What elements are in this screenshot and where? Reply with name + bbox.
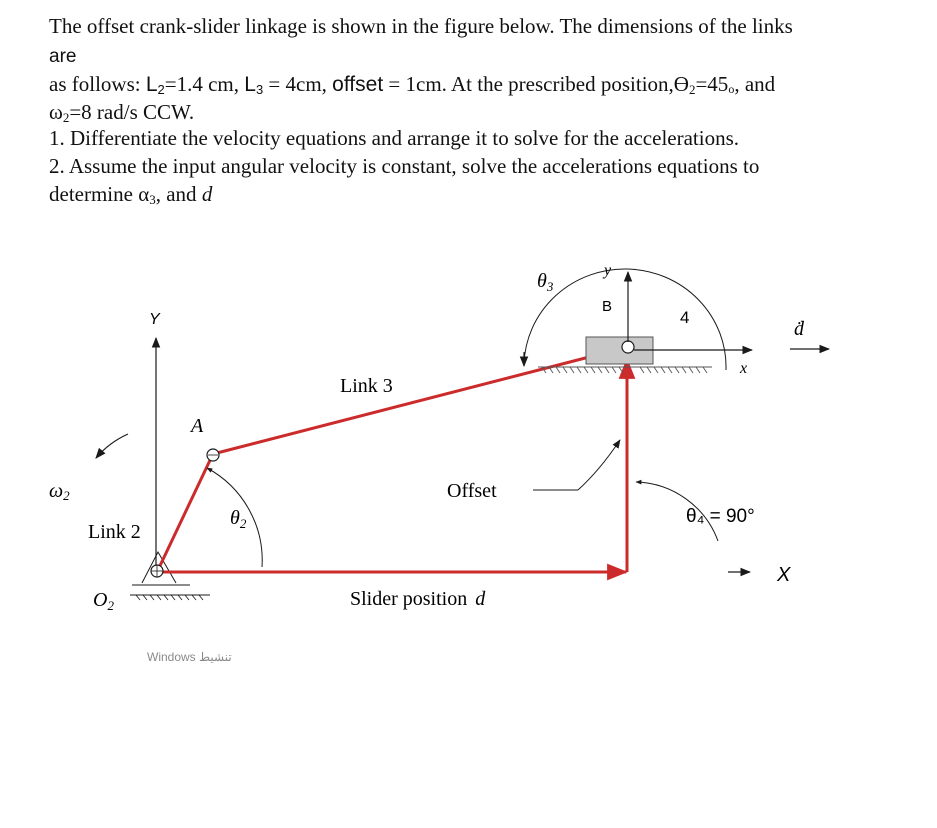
pin-b xyxy=(622,341,634,353)
d-dot-label: ḋ xyxy=(794,318,804,340)
link2-label: Link 2 xyxy=(88,521,141,543)
problem-line-3: as follows: $L_2=1.4$ cm, $L_3 = 4cm$, offset = 1cm. At the prescribed $position,ϴ_2=45o$, and xyxy=(49,72,776,97)
slider-position-label: Slider position d xyxy=(350,588,486,610)
omega2-label: ω2 xyxy=(49,480,70,503)
problem-line-2: are xyxy=(49,46,77,67)
offset-leader-arrow xyxy=(578,440,620,490)
link3-label: Link 3 xyxy=(340,375,393,397)
problem-line-6: 2. Assume the input angular velocity is constant, solve the accelerations equations to xyxy=(49,154,760,178)
omega2-arc xyxy=(96,434,128,458)
link-2 xyxy=(158,456,212,570)
problem-line-5: 1. Differentiate the velocity equations and arrange it to solve for the accelerations. xyxy=(49,126,740,150)
y-local-label: y xyxy=(604,262,612,279)
theta2-label: $\theta_2$ xyxy=(230,507,247,531)
slider-ground xyxy=(538,367,712,373)
link-3 xyxy=(213,347,628,454)
x-local-label: x xyxy=(740,360,748,377)
x-axis-label: X xyxy=(777,564,791,586)
o2-label: $O_2$ xyxy=(93,589,114,613)
ground-o2 xyxy=(130,552,210,600)
theta4-label: θ₄ = 90° xyxy=(686,506,755,527)
problem-line-1: The offset crank-slider linkage is shown in the figure below. The dimensions of the links xyxy=(49,14,793,38)
link4-label: 4 xyxy=(680,308,690,327)
y-axis-label: Y xyxy=(149,311,160,328)
label-b: B xyxy=(602,298,613,315)
theta3-label: $\theta_3$ xyxy=(537,270,554,294)
offset-label: Offset xyxy=(447,480,497,502)
problem-line-7: determine $\alpha_3$, and d xyxy=(49,182,213,207)
label-a: A xyxy=(191,415,204,437)
windows-watermark: Windows تنشيط xyxy=(147,650,232,664)
ground-o2-hatch xyxy=(136,595,203,600)
problem-line-4: $\omega_2=8$ rad/s CCW. xyxy=(49,100,195,125)
